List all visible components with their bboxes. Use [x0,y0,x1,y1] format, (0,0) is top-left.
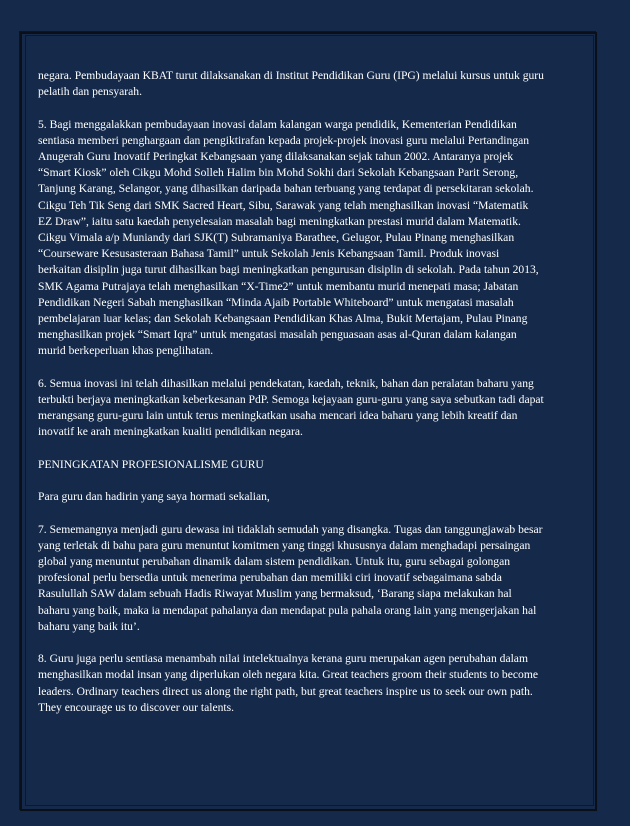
text-line: 5. Bagi menggalakkan pembudayaan inovasi dalam kalangan warga pendidik, Kementerian Pendidikan [38,117,517,131]
text-line: PENINGKATAN PROFESIONALISME GURU [38,457,264,471]
text-line: Cikgu Teh Tik Seng dari SMK Sacred Heart, Sibu, Sarawak yang telah menghasilkan inovasi “Matematik [38,198,529,212]
text-line: Pendidikan Negeri Sabah menghasilkan “Minda Ajaib Portable Whiteboard” untuk mengatasi masalah [38,295,514,309]
text-line: menghasilkan modal insan yang diperlukan oleh negara kita. Great teachers groom their students to become [38,668,538,682]
text-line: profesional perlu bersedia untuk menerima perubahan dan memiliki ciri inovatif sebagaimana sabda [38,571,502,585]
text-line: baharu yang baik, maka ia mendapat pahalanya dan mendapat pula pahala orang lain yang mengerjakan hal [38,603,537,617]
text-line: They encourage us to discover our talents. [38,700,235,714]
text-line: Rasulullah SAW dalam sebuah Hadis Riwayat Muslim yang bermaksud, ‘Barang siapa melakukan hal [38,587,512,601]
text-line: 8. Guru juga perlu sentiasa menambah nilai intelektualnya kerana guru merupakan agen perubahan dalam [38,652,528,666]
text-line: negara. Pembudayaan KBAT turut dilaksanakan di Institut Pendidikan Guru (IPG) melalui kursus untuk guru [38,69,544,82]
text-line: sentiasa memberi penghargaan dan pengiktirafan kepada projek-projek inovasi guru melalui Pertandingan [38,133,530,147]
text-line: 6. Semua inovasi ini telah dihasilkan melalui pendekatan, kaedah, teknik, bahan dan peralatan baharu yang [38,376,534,390]
paragraph [38,489,598,505]
text-line: menghasilkan projek “Smart Iqra” untuk mengatasi masalah penguasaan asas al-Quran dalam kalangan [38,328,517,342]
text-line: inovatif ke arah meningkatkan kualiti pendidikan negara. [38,425,303,439]
text-line: Tanjung Karang, Selangor, yang dihasilkan daripada bahan terbuang yang terdapat di persekitaran sekolah. [38,182,534,196]
text-line: EZ Draw”, iaitu satu kaedah penyelesaian masalah bagi meningkatkan prestasi murid dalam Matematik. [38,214,521,228]
text-line: merangsang guru-guru lain untuk terus meningkatkan usaha mencari idea baharu yang lebih kreatif dan [38,409,518,423]
text-line: berkaitan disiplin juga turut dihasilkan bagi meningkatkan pengurusan disiplin di sekolah. Pada tahun 2013, [38,263,539,277]
text-line: Cikgu Vimala a/p Muniandy dari SJK(T) Subramaniya Barathee, Gelugor, Pulau Pinang menghasilkan [38,231,515,245]
text-line: 7. Sememangnya menjadi guru dewasa ini tidaklah semudah yang disangka. Tugas dan tanggungjawab besar [38,522,543,536]
text-line: global yang menuntut perubahan dinamik dalam sistem pendidikan. Untuk itu, guru sebagai golongan [38,555,511,569]
text-line: Anugerah Guru Inovatif Peringkat Kebangsaan yang dilaksanakan sejak tahun 2002. Antaranya projek [38,150,514,163]
paragraph [38,651,598,716]
paragraph [38,522,598,635]
paragraph [38,376,598,441]
text-line: leaders. Ordinary teachers direct us along the right path, but great teachers inspire us to seek our own path. [38,684,533,698]
paragraph [38,457,598,473]
text-line: “Courseware Kesusasteraan Bahasa Tamil” untuk Sekolah Jenis Kebangsaan Tamil. Produk inovasi [38,247,500,261]
text-line: yang terletak di bahu para guru menuntut komitmen yang tinggi khususnya dalam menghadapi persaingan [38,538,531,552]
paragraph [38,117,598,360]
text-line: murid berkeperluan khas penglihatan. [38,344,214,358]
text-line: SMK Agama Putrajaya telah menghasilkan “X-Time2” untuk membantu murid menepati masa; Jabatan [38,279,519,293]
text-line: terbukti berjaya meningkatkan keberkesanan PdP. Semoga kejayaan guru-guru yang saya sebutkan tadi dapat [38,393,544,407]
text-line: pelatih dan pensyarah. [38,85,142,99]
text-line: “Smart Kiosk” oleh Cikgu Mohd Solleh Halim bin Mohd Sokhi dari Sekolah Kebangsaan Parit Serong, [38,166,519,180]
document-body [38,68,598,732]
text-line: baharu yang baik itu’. [38,619,140,633]
text-line: Para guru dan hadirin yang saya hormati sekalian, [38,490,270,504]
text-line: pembelajaran luar kelas; dan Sekolah Kebangsaan Pendidikan Khas Alma, Bukit Mertajam, Pulau Pinang [38,312,528,326]
paragraph [38,68,598,100]
